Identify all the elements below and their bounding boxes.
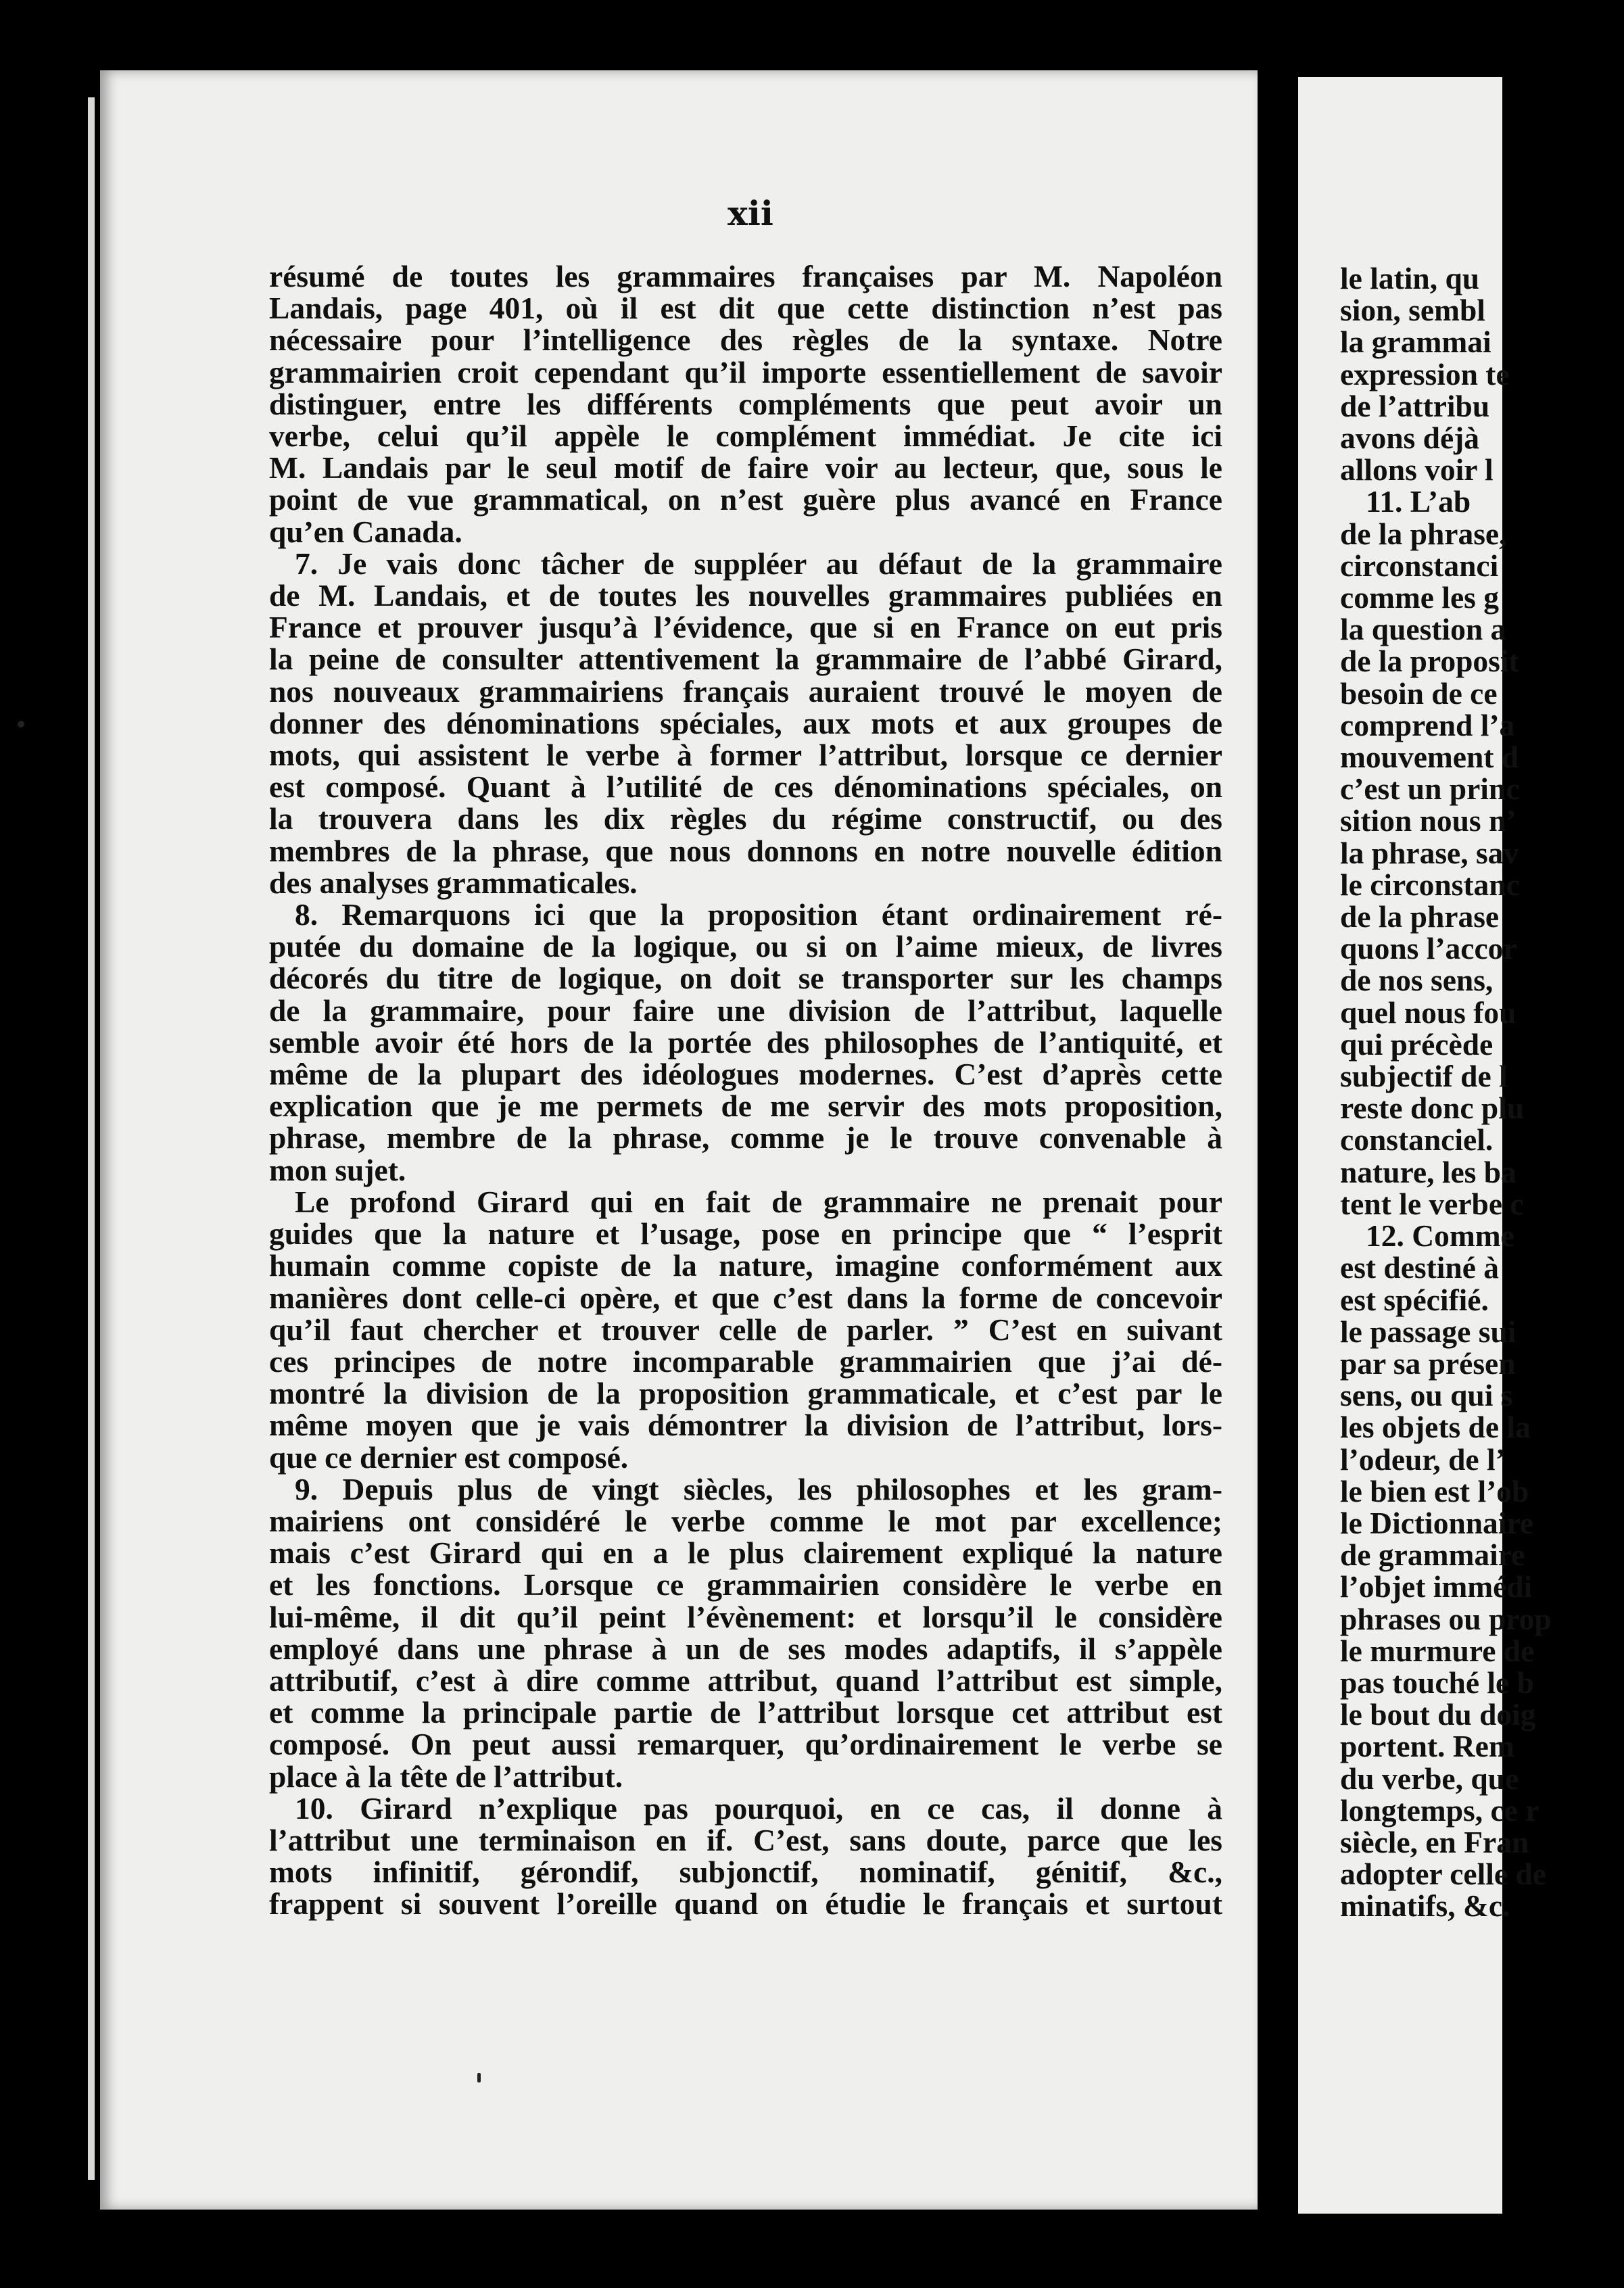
text-line: attributif, c’est à dire comme attribut, quand l’attribut est simple, xyxy=(269,1663,1222,1698)
right-text-line: circonstanci xyxy=(1340,548,1499,583)
text-line: de M. Landais, et de toutes les nouvelles grammaires publiées en xyxy=(269,578,1222,613)
left-page-text xyxy=(269,260,1222,1920)
right-text-line: les objets de la xyxy=(1340,1410,1531,1445)
text-line: humain comme copiste de la nature, imagine conformément aux xyxy=(269,1248,1222,1283)
text-line: Landais, page 401, où il est dit que cette distinction n’est pas xyxy=(269,291,1222,326)
text-line: semble avoir été hors de la portée des philosophes de l’antiquité, et xyxy=(269,1024,1222,1059)
right-text-line: sition nous n’ xyxy=(1340,803,1516,838)
text-line: verbe, celui qu’il appèle le complément immédiat. Je cite ici xyxy=(269,419,1222,454)
text-line: nécessaire pour l’intelligence des règles de la syntaxe. Notre xyxy=(269,323,1222,358)
text-line: mais c’est Girard qui en a le plus clairement expliqué la nature xyxy=(269,1535,1222,1571)
right-text-line: de la proposit xyxy=(1340,644,1519,679)
text-line: place à la tête de l’attribut. xyxy=(269,1759,623,1794)
page-edge xyxy=(88,97,95,2180)
right-text-line: la grammai xyxy=(1340,325,1491,360)
text-line: France et prouver jusqu’à l’évidence, que si en France on eut pris xyxy=(269,610,1222,645)
right-text-line: sion, sembl xyxy=(1340,293,1485,328)
text-line: composé. On peut aussi remarquer, qu’ordinairement le verbe se xyxy=(269,1727,1222,1762)
text-line: que ce dernier est composé. xyxy=(269,1439,629,1475)
text-line: de la grammaire, pour faire une division de l’attribut, laquelle xyxy=(269,993,1222,1028)
right-text-line: l’objet immédi xyxy=(1340,1569,1533,1604)
right-text-line: par sa présen xyxy=(1340,1345,1516,1381)
right-text-line: expression te xyxy=(1340,356,1510,391)
text-line: grammairien croit cependant qu’il importe essentiellement de savoir xyxy=(269,354,1222,389)
right-text-line: nature, les ba xyxy=(1340,1154,1516,1189)
text-line: putée du domaine de la logique, ou si on l’aime mieux, de livres xyxy=(269,929,1222,964)
text-line: résumé de toutes les grammaires françaises par M. Napoléon xyxy=(269,259,1222,293)
right-text-line: est spécifié. xyxy=(1340,1282,1489,1317)
right-text-line: longtemps, ce r xyxy=(1340,1792,1539,1828)
right-text-line: sens, ou qui s xyxy=(1340,1378,1513,1413)
right-text-line: minatifs, &c. xyxy=(1340,1888,1510,1924)
right-text-line: siècle, en Fran xyxy=(1340,1824,1529,1859)
text-line: mairiens ont considéré le verbe comme le mot par excellence; xyxy=(269,1503,1222,1538)
right-text-line: comprend l’a xyxy=(1340,707,1515,742)
right-text-line: besoin de ce xyxy=(1340,675,1498,711)
right-text-line: du verbe, que xyxy=(1340,1761,1519,1796)
text-line: explication que je me permets de me servir des mots proposition, xyxy=(269,1089,1222,1124)
text-line: est composé. Quant à l’utilité de ces dénominations spéciales, on xyxy=(269,769,1222,805)
text-line: guides que la nature et l’usage, pose en principe que “ l’esprit xyxy=(269,1216,1222,1252)
text-line: et les fonctions. Lorsque ce grammairien considère le verbe en xyxy=(269,1567,1222,1602)
text-line: ces principes de notre incomparable grammairien que j’ai dé- xyxy=(269,1343,1222,1379)
right-text-line: 12. Comme xyxy=(1366,1218,1514,1254)
right-text-line: phrases ou prop xyxy=(1340,1601,1552,1636)
text-line: 10. Girard n’explique pas pourquoi, en ce cas, il donne à xyxy=(295,1790,1222,1826)
right-text-line: allons voir l xyxy=(1340,452,1494,487)
text-line: des analyses grammaticales. xyxy=(269,865,638,900)
ink-speck xyxy=(18,721,24,728)
text-line: lui-même, il dit qu’il peint l’évènement: et lorsqu’il le considère xyxy=(269,1599,1222,1634)
right-text-line: est destiné à xyxy=(1340,1250,1500,1285)
text-line: et comme la principale partie de l’attribut lorsque cet attribut est xyxy=(269,1695,1222,1730)
right-text-line: le passage sui xyxy=(1340,1314,1516,1349)
text-line: Le profond Girard qui en fait de grammaire ne prenait pour xyxy=(295,1184,1222,1219)
text-line: nos nouveaux grammairiens français auraient trouvé le moyen de xyxy=(269,673,1222,709)
ink-speck xyxy=(477,2073,481,2082)
right-text-line: de grammaire xyxy=(1340,1538,1525,1573)
text-line: montré la division de la proposition grammaticale, et c’est par le xyxy=(269,1376,1222,1411)
page-number: xii xyxy=(727,193,773,233)
text-line: employé dans une phrase à un de ses modes adaptifs, il s’appèle xyxy=(269,1631,1222,1666)
text-line: mots, qui assistent le verbe à former l’attribut, lorsque ce dernier xyxy=(269,738,1222,773)
right-text-line: la phrase, sav xyxy=(1340,835,1519,870)
right-text-line: de l’attribu xyxy=(1340,388,1490,423)
right-text-line: le Dictionnaire xyxy=(1340,1505,1534,1540)
text-line: la trouvera dans les dix règles du régime constructif, ou des xyxy=(269,801,1222,836)
right-text-line: de la phrase xyxy=(1340,899,1500,934)
right-text-line: de nos sens, xyxy=(1340,963,1494,998)
right-text-line: l’odeur, de l’ xyxy=(1340,1441,1506,1477)
right-text-line: le latin, qu xyxy=(1340,261,1480,295)
right-text-line: avons déjà xyxy=(1340,421,1480,456)
right-text-line: pas touché le b xyxy=(1340,1665,1534,1700)
text-line: mots infinitif, gérondif, subjonctif, nominatif, génitif, &c., xyxy=(269,1855,1222,1890)
right-text-line: qui précède xyxy=(1340,1026,1494,1062)
right-text-line: tent le verbe c xyxy=(1340,1186,1524,1221)
right-text-line: le murmure de xyxy=(1340,1633,1535,1668)
text-line: phrase, membre de la phrase, comme je le trouve convenable à xyxy=(269,1120,1222,1155)
right-text-line: de la phrase, xyxy=(1340,516,1507,551)
right-text-line: le bout du doig xyxy=(1340,1697,1536,1732)
text-line: même moyen que je vais démontrer la division de l’attribut, lors- xyxy=(269,1408,1222,1443)
text-line: frappent si souvent l’oreille quand on étudie le français et surtout xyxy=(269,1886,1222,1922)
right-text-line: constanciel. xyxy=(1340,1122,1494,1158)
text-line: manières dont celle-ci opère, et que c’est dans la forme de concevoir xyxy=(269,1280,1222,1315)
text-line: 8. Remarquons ici que la proposition étant ordinairement ré- xyxy=(295,897,1222,932)
right-text-line: reste donc plu xyxy=(1340,1091,1525,1126)
right-text-line: comme les g xyxy=(1340,580,1499,615)
text-line: décorés du titre de logique, on doit se transporter sur les champs xyxy=(269,961,1222,996)
text-line: M. Landais par le seul motif de faire voir au lecteur, que, sous le xyxy=(269,450,1222,485)
text-line: point de vue grammatical, on n’est guère plus avancé en France xyxy=(269,482,1222,517)
text-line: qu’en Canada. xyxy=(269,514,462,549)
right-text-line: portent. Rem xyxy=(1340,1729,1514,1764)
right-text-line: le circonstanc xyxy=(1340,867,1520,902)
text-line: qu’il faut chercher et trouver celle de parler. ” C’est en suivant xyxy=(269,1312,1222,1347)
right-text-line: 11. L’ab xyxy=(1366,484,1471,519)
right-page-text xyxy=(1340,262,1624,1922)
text-line: 9. Depuis plus de vingt siècles, les philosophes et les gram- xyxy=(295,1471,1222,1506)
right-text-line: quel nous fou xyxy=(1340,995,1516,1030)
right-text-line: adopter celle de xyxy=(1340,1857,1546,1892)
text-line: membres de la phrase, que nous donnons en notre nouvelle édition xyxy=(269,833,1222,868)
text-line: mon sujet. xyxy=(269,1152,406,1187)
right-text-line: subjectif de l xyxy=(1340,1059,1508,1094)
text-line: la peine de consulter attentivement la grammaire de l’abbé Girard, xyxy=(269,642,1222,677)
right-text-line: le bien est l’ob xyxy=(1340,1473,1529,1508)
text-line: distinguer, entre les différents compléments que peut avoir un xyxy=(269,386,1222,421)
text-line: l’attribut une terminaison en if. C’est, sans doute, parce que les xyxy=(269,1822,1222,1857)
right-text-line: c’est un princ xyxy=(1340,771,1520,807)
text-line: donner des dénominations spéciales, aux mots et aux groupes de xyxy=(269,705,1222,740)
right-text-line: la question a xyxy=(1340,612,1506,647)
text-line: même de la plupart des idéologues modernes. C’est d’après cette xyxy=(269,1057,1222,1092)
right-text-line: quons l’accor xyxy=(1340,931,1517,966)
right-text-line: mouvement d xyxy=(1340,740,1519,775)
text-line: 7. Je vais donc tâcher de suppléer au défaut de la grammaire xyxy=(295,546,1222,581)
